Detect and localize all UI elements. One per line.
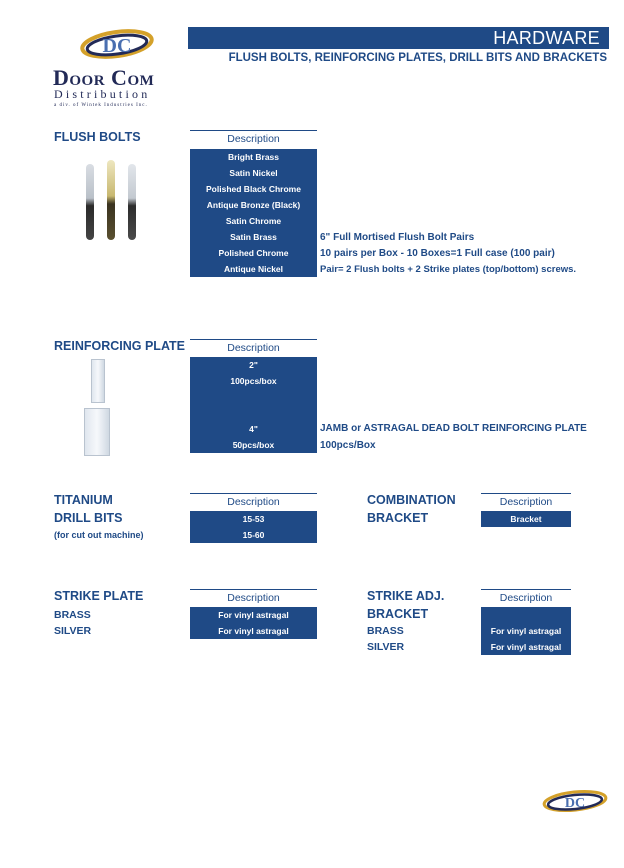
flush-bolts-image <box>80 160 142 248</box>
page-title: HARDWARE <box>493 28 600 48</box>
combination-title: COMBINATION <box>367 493 456 507</box>
drill-bits-note: (for cut out machine) <box>54 530 144 540</box>
reinforcing-plate-2in-icon <box>91 359 105 403</box>
reinforcing-plate-4in-icon <box>84 408 110 456</box>
reinforcing-plate-info-1: JAMB or ASTRAGAL DEAD BOLT REINFORCING PLATE <box>320 423 587 434</box>
svg-text:DC: DC <box>102 35 132 57</box>
brand-name-text: Door Com <box>53 65 155 90</box>
strike-plate-table <box>190 607 317 639</box>
strike-adj-desc-header: Description <box>481 589 571 606</box>
table-row: For vinyl astragal <box>218 610 289 620</box>
table-row: 50pcs/box <box>232 440 275 450</box>
table-row: Antique Bronze (Black) <box>206 200 301 210</box>
flush-bolts-info-1: 6" Full Mortised Flush Bolt Pairs <box>320 232 475 243</box>
strike-adj-bracket-title: BRACKET <box>367 607 429 621</box>
flush-bolt-brass-icon <box>107 160 115 240</box>
table-row: Bracket <box>510 514 542 524</box>
table-row: 100pcs/box <box>230 376 277 386</box>
flush-bolt-chrome-icon <box>128 164 136 240</box>
table-row: For vinyl astragal <box>218 626 289 636</box>
table-row: For vinyl astragal <box>490 626 562 636</box>
reinforcing-plate-table <box>190 357 317 453</box>
combination-desc-header: Description <box>481 493 571 510</box>
flush-bolts-title: FLUSH BOLTS <box>54 130 141 144</box>
strike-adj-table <box>481 607 571 655</box>
table-row: Polished Black Chrome <box>206 184 301 194</box>
table-row: For vinyl astragal <box>490 642 562 652</box>
table-row: Satin Chrome <box>225 216 282 226</box>
table-row: Satin Brass <box>230 232 277 242</box>
dc-footer-logo-icon <box>540 786 610 816</box>
header-bar <box>188 27 609 49</box>
table-row: 4" <box>249 424 258 434</box>
reinforcing-plate-desc-header: Description <box>190 339 317 356</box>
dc-logo-mark-icon <box>78 24 156 66</box>
titanium-table <box>190 511 317 543</box>
flush-bolts-table <box>190 149 317 277</box>
table-row: 15-60 <box>242 530 265 540</box>
titanium-desc-header: Description <box>190 493 317 510</box>
reinforcing-plate-info-2: 100pcs/Box <box>320 440 376 451</box>
combination-bracket-title: BRACKET <box>367 511 429 525</box>
strike-plate-desc-header: Description <box>190 589 317 606</box>
flush-bolt-silver-icon <box>86 164 94 240</box>
strike-adj-label-silver: SILVER <box>367 641 405 653</box>
flush-bolts-desc-header: Description <box>190 130 317 147</box>
strike-adj-title: STRIKE ADJ. <box>367 589 445 603</box>
drill-bits-title: DRILL BITS <box>54 511 123 525</box>
table-row: Polished Chrome <box>218 248 289 258</box>
page-subtitle: FLUSH BOLTS, REINFORCING PLATES, DRILL BITS AND BRACKETS <box>228 52 607 64</box>
company-logo <box>50 24 190 110</box>
brand-division: a div. of Wintek Industries Inc. <box>54 103 148 108</box>
reinforcing-plate-title: REINFORCING PLATE <box>54 339 186 353</box>
table-row: Satin Nickel <box>229 168 278 178</box>
strike-plate-label-silver: SILVER <box>54 625 92 637</box>
footer-logo <box>540 786 610 816</box>
strike-adj-label-brass: BRASS <box>367 625 404 637</box>
table-row: 2" <box>249 360 258 370</box>
titanium-title: TITANIUM <box>54 493 113 507</box>
combination-table <box>481 511 571 527</box>
brand-tagline: Distribution <box>54 87 151 101</box>
table-row: Antique Nickel <box>223 264 284 274</box>
strike-plate-label-brass: BRASS <box>54 609 91 621</box>
flush-bolts-info-3: Pair= 2 Flush bolts + 2 Strike plates (top/bottom) screws. <box>320 264 577 275</box>
flush-bolts-info-2: 10 pairs per Box - 10 Boxes=1 Full case (100 pair) <box>320 248 555 259</box>
table-row: Bright Brass <box>227 152 279 162</box>
table-row: 15-53 <box>242 514 265 524</box>
strike-plate-title: STRIKE PLATE <box>54 589 144 603</box>
svg-text:DC: DC <box>564 796 586 811</box>
